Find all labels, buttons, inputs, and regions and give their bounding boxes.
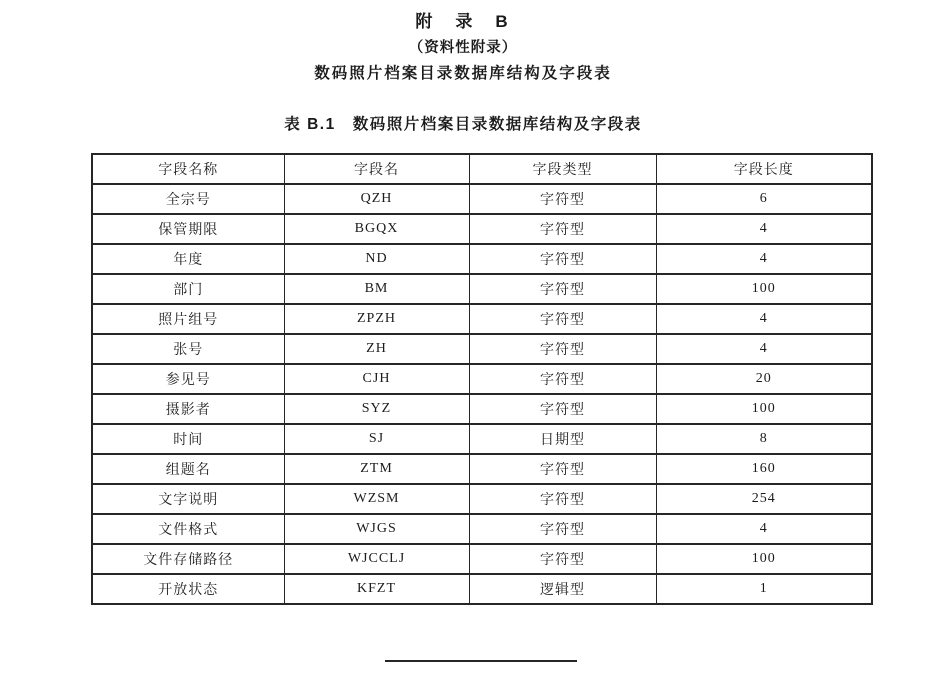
fields-table bbox=[91, 153, 873, 605]
table-cell: 文件格式 bbox=[92, 514, 284, 544]
table-row bbox=[92, 364, 872, 394]
table-cell: BGQX bbox=[284, 214, 469, 244]
appendix-heading: 数码照片档案目录数据库结构及字段表 bbox=[314, 65, 612, 82]
table-cell: SJ bbox=[284, 424, 469, 454]
table-cell: 字符型 bbox=[469, 304, 656, 334]
table-header-cell: 字段长度 bbox=[656, 154, 872, 184]
table-row bbox=[92, 484, 872, 514]
table-cell: KFZT bbox=[284, 574, 469, 604]
table-cell: 全宗号 bbox=[92, 184, 284, 214]
appendix-title: 附 录 B bbox=[415, 12, 511, 31]
table-cell: ND bbox=[284, 244, 469, 274]
table-cell: 4 bbox=[656, 334, 872, 364]
table-cell: 年度 bbox=[92, 244, 284, 274]
table-row bbox=[92, 334, 872, 364]
table-cell: 1 bbox=[656, 574, 872, 604]
table-cell: 开放状态 bbox=[92, 574, 284, 604]
table-cell: 时间 bbox=[92, 424, 284, 454]
table-cell: 摄影者 bbox=[92, 394, 284, 424]
table-row bbox=[92, 244, 872, 274]
table-body bbox=[92, 184, 872, 604]
table-cell: 8 bbox=[656, 424, 872, 454]
table-cell: 部门 bbox=[92, 274, 284, 304]
appendix-subtitle: （资料性附录） bbox=[408, 40, 518, 56]
table-cell: WZSM bbox=[284, 484, 469, 514]
table-cell: 字符型 bbox=[469, 544, 656, 574]
table-cell: ZH bbox=[284, 334, 469, 364]
table-cell: 照片组号 bbox=[92, 304, 284, 334]
table-cell: 100 bbox=[656, 544, 872, 574]
table-cell: 4 bbox=[656, 244, 872, 274]
table-cell: 字符型 bbox=[469, 514, 656, 544]
table-header-cell: 字段类型 bbox=[469, 154, 656, 184]
table-row bbox=[92, 214, 872, 244]
table-header-cell: 字段名称 bbox=[92, 154, 284, 184]
table-row bbox=[92, 394, 872, 424]
table-cell: 字符型 bbox=[469, 484, 656, 514]
table-row bbox=[92, 514, 872, 544]
table-cell: QZH bbox=[284, 184, 469, 214]
table-cell: 4 bbox=[656, 304, 872, 334]
table-row bbox=[92, 454, 872, 484]
table-row bbox=[92, 304, 872, 334]
table-cell: 4 bbox=[656, 514, 872, 544]
table-cell: ZTM bbox=[284, 454, 469, 484]
table-cell: 字符型 bbox=[469, 214, 656, 244]
table-cell: 100 bbox=[656, 274, 872, 304]
table-row bbox=[92, 184, 872, 214]
table-cell: 参见号 bbox=[92, 364, 284, 394]
table-cell: 保管期限 bbox=[92, 214, 284, 244]
table-cell: SYZ bbox=[284, 394, 469, 424]
table-cell: 张号 bbox=[92, 334, 284, 364]
table-cell: 6 bbox=[656, 184, 872, 214]
table-row bbox=[92, 544, 872, 574]
table-cell: 字符型 bbox=[469, 334, 656, 364]
table-cell: 文字说明 bbox=[92, 484, 284, 514]
table-cell: ZPZH bbox=[284, 304, 469, 334]
table-cell: 字符型 bbox=[469, 394, 656, 424]
table-row bbox=[92, 274, 872, 304]
table-cell: 组题名 bbox=[92, 454, 284, 484]
table-header-row bbox=[92, 154, 872, 184]
table-row bbox=[92, 574, 872, 604]
table-cell: 100 bbox=[656, 394, 872, 424]
table-cell: 4 bbox=[656, 214, 872, 244]
table-cell: 字符型 bbox=[469, 274, 656, 304]
table-cell: 逻辑型 bbox=[469, 574, 656, 604]
table-row bbox=[92, 424, 872, 454]
table-caption: 表 B.1 数码照片档案目录数据库结构及字段表 bbox=[284, 116, 642, 133]
table-header-cell: 字段名 bbox=[284, 154, 469, 184]
table-cell: 160 bbox=[656, 454, 872, 484]
table-cell: 20 bbox=[656, 364, 872, 394]
table-cell: 字符型 bbox=[469, 454, 656, 484]
table-cell: 日期型 bbox=[469, 424, 656, 454]
page-end-divider bbox=[385, 660, 577, 662]
table-cell: CJH bbox=[284, 364, 469, 394]
table-cell: 文件存储路径 bbox=[92, 544, 284, 574]
table-cell: BM bbox=[284, 274, 469, 304]
table-cell: 字符型 bbox=[469, 244, 656, 274]
table-cell: 字符型 bbox=[469, 184, 656, 214]
table-cell: WJCCLJ bbox=[284, 544, 469, 574]
table-cell: 字符型 bbox=[469, 364, 656, 394]
table-cell: 254 bbox=[656, 484, 872, 514]
table-cell: WJGS bbox=[284, 514, 469, 544]
